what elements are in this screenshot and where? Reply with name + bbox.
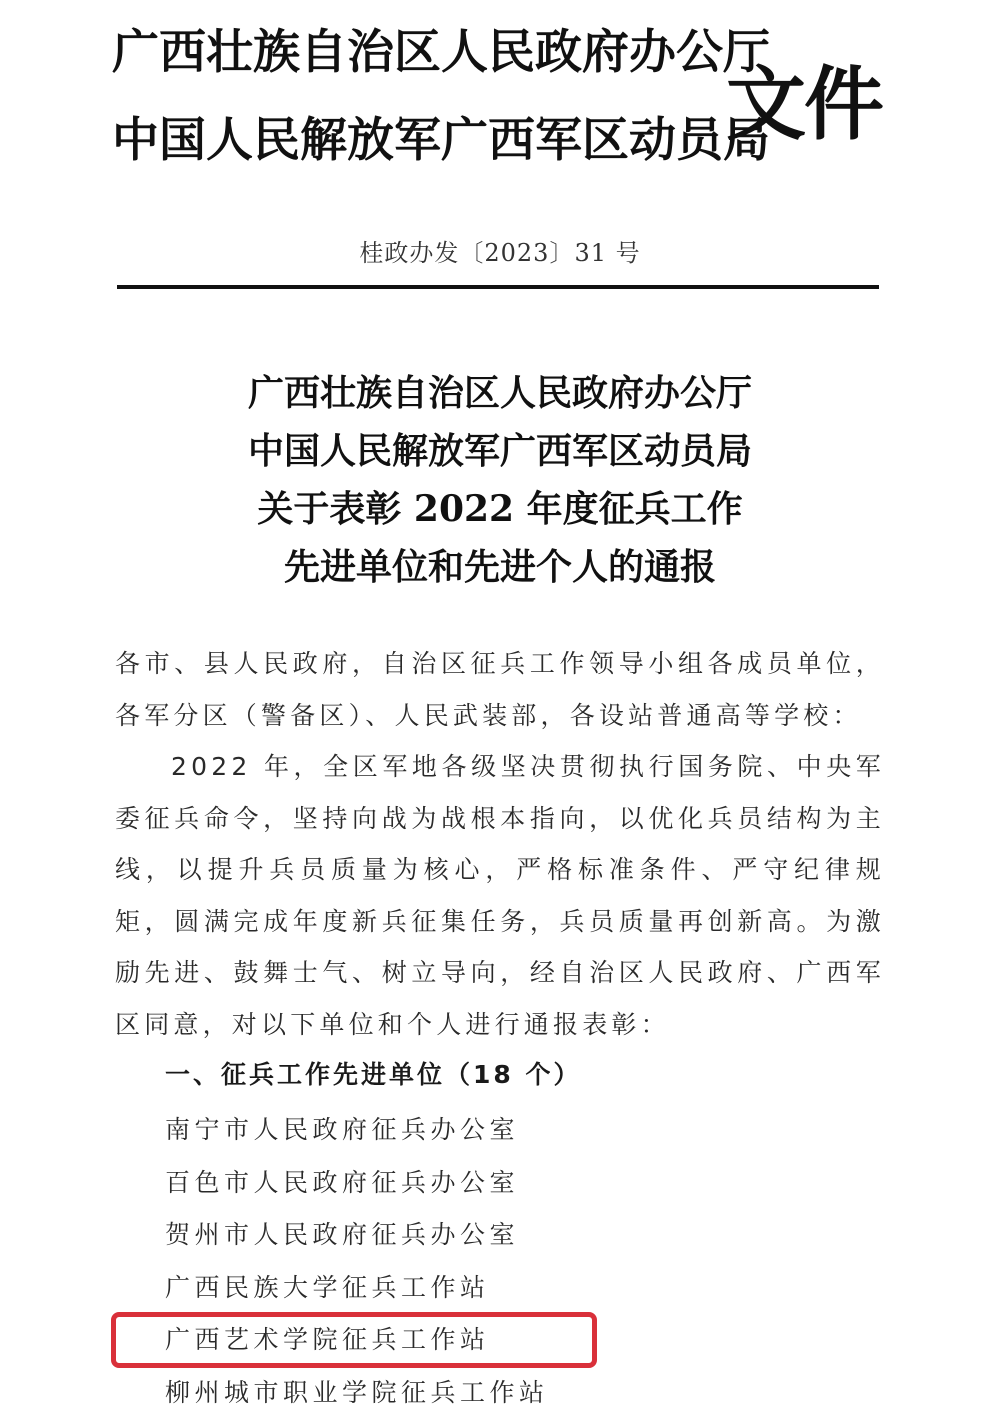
advanced-unit-list [165,1104,549,1419]
issuer-name-1: 广西壮族自治区人民政府办公厅 [112,25,770,80]
document-number: 桂政办发〔2023〕31 号 [359,239,641,267]
document-type-label: 文件 [726,57,882,151]
salutation: 各市、县人民政府，自治区征兵工作领导小组各成员单位，各军分区（警备区）、人民武装部，各设站普通高等学校： [115,649,885,730]
header-divider [117,285,879,289]
body-paragraph: 2022 年，全区军地各级坚决贯彻执行国务院、中央军委征兵命令，坚持向战为战根本指向，以优化兵员结构为主线，以提升兵员质量为核心，严格标准条件、严守纪律规矩，圆满完成年度新兵征集任务，兵员质量再创新高。为激励先进、鼓舞士气、树立导向，经自治区人民政府、广西军区同意，对以下单位和个人进行通报表彰： [115,752,885,1039]
list-item: 广西民族大学征兵工作站 [165,1272,490,1302]
notice-body [115,638,885,1050]
highlight-annotation-box [111,1312,597,1368]
title-line-1: 广西壮族自治区人民政府办公厅 [247,372,752,414]
section-heading: 一、征兵工作先进单位（18 个） [165,1060,582,1089]
title-line-4: 先进单位和先进个人的通报 [283,546,716,588]
title-line-3: 关于表彰 2022 年度征兵工作 [257,488,743,530]
list-item: 南宁市人民政府征兵办公室 [165,1115,520,1144]
issuer-block [112,25,770,168]
list-item: 柳州城市职业学院征兵工作站 [165,1377,549,1407]
list-item-highlighted: 广西艺术学院征兵工作站 [165,1325,490,1354]
list-item: 百色市人民政府征兵办公室 [165,1167,520,1197]
list-item: 贺州市人民政府征兵办公室 [165,1220,520,1249]
title-line-2: 中国人民解放军广西军区动员局 [247,430,752,472]
notice-title [0,364,1000,596]
issuer-name-2: 中国人民解放军广西军区动员局 [112,113,770,168]
